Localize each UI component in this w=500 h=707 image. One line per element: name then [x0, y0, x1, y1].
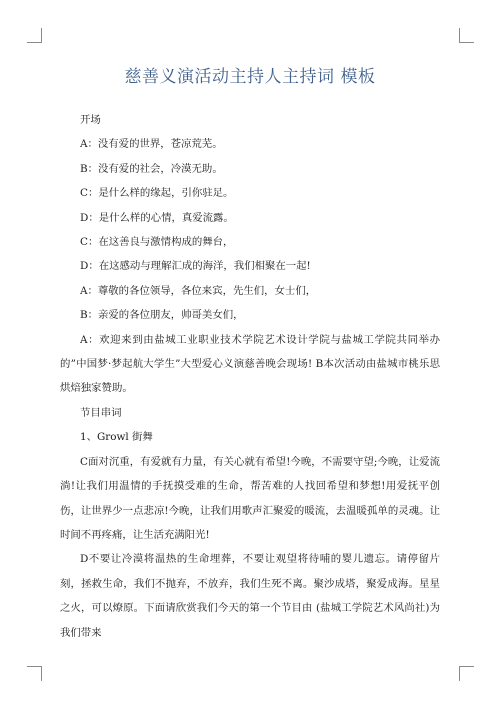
document-body [60, 108, 440, 645]
program-item-title: 1、Growl 街舞 [80, 431, 153, 444]
opening-line: A：尊敬的各位领导，各位来宾，先生们，女士们， [80, 284, 317, 297]
opening-heading: 开场 [80, 114, 101, 126]
opening-welcome-paragraph: A：欢迎来到由盐城工业职业技术学院艺术设计学院与盐城工学院共同举办的”中国梦·梦起航大学生”大型爱心义演慈善晚会现场! B本次活动由盐城市桃乐思烘焙独家赞助。 [60, 333, 440, 395]
crop-mark-bottom-left [27, 666, 42, 681]
script-paragraph: C面对沉重，有爱就有力量，有关心就有希望!今晚，不需要守望;今晚，让爱流淌!让我们用温情的手抚摸受难的生命，帮苦难的人找回希望和梦想!用爱抚平创伤，让世界少一点悲凉!今晚，让我们用歌声汇聚爱的暖流，去温暖孤单的灵魂。让时间不再疼痛，让生活充满阳光! [60, 455, 440, 541]
document-title: 慈善义演活动主持人主持词 模板 [124, 67, 376, 87]
opening-line: C：是什么样的缘起，引你驻足。 [80, 187, 234, 200]
opening-line: C：在这善良与激情构成的舞台， [80, 236, 234, 249]
opening-line: A：没有爱的世界，苍凉荒芜。 [80, 138, 223, 151]
opening-line: D：是什么样的心情，真爱流露。 [80, 211, 234, 224]
crop-mark-bottom-right [459, 666, 474, 681]
opening-line: B：亲爱的各位朋友，帅哥美女们， [80, 309, 244, 322]
opening-line: D：在这感动与理解汇成的海洋，我们相聚在一起! [80, 260, 311, 273]
opening-line: B：没有爱的社会，冷漠无助。 [80, 162, 223, 175]
crop-mark-top-left [27, 28, 42, 43]
crop-mark-top-right [459, 28, 474, 43]
section-heading: 节目串词 [80, 406, 122, 419]
script-paragraph: D不要让冷漠将温热的生命埋葬，不要让观望将待哺的婴儿遗忘。请停留片刻，拯救生命，我们不抛弃，不放弃，我们生死不离。聚沙成塔，聚爱成海。星星之火，可以燎原。下面请欣赏我们今天的第一个节目由 (盐城工学院艺术风尚社)为我们带来 [60, 553, 440, 639]
